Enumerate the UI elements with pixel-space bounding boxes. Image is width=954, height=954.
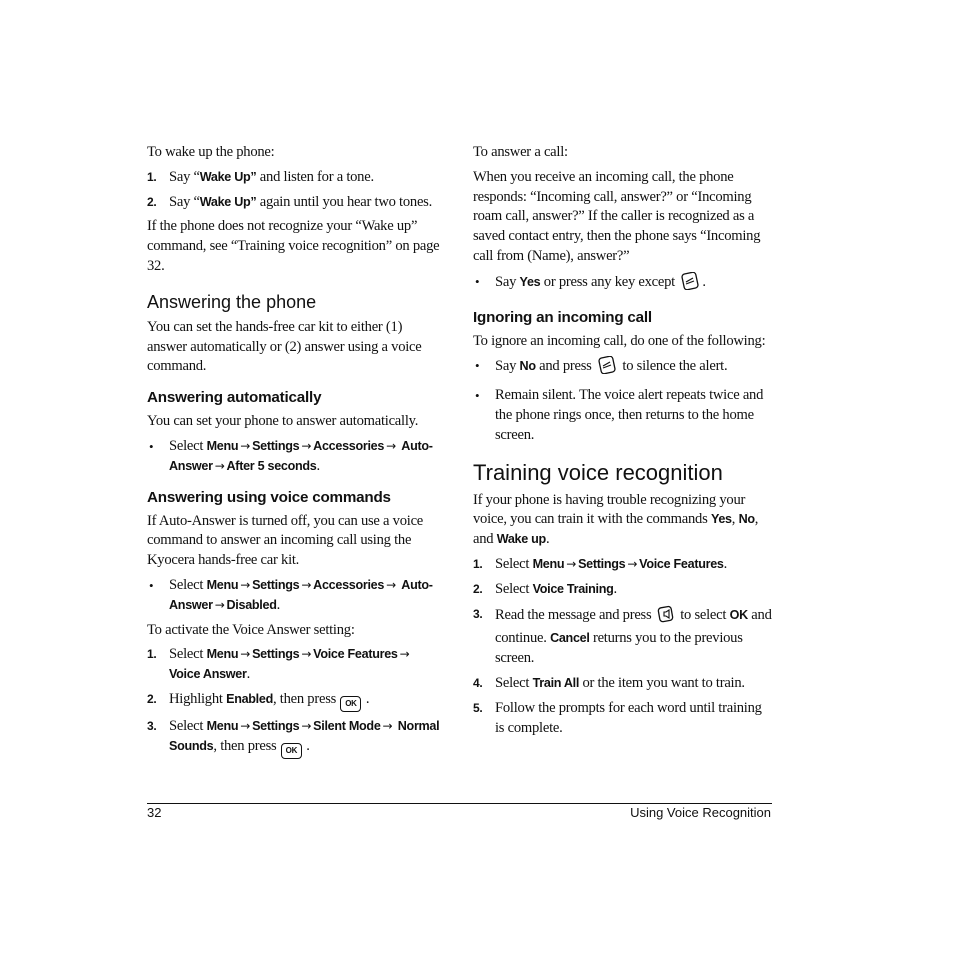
- right-column: [473, 143, 773, 743]
- training-step-4: 4. Select Train All or the item you want to train.: [473, 674, 745, 691]
- arrow-icon: →: [240, 647, 251, 662]
- activate-step-1: 1. Select Menu → Settings → Voice Features → Voice Answer.: [147, 646, 410, 683]
- activate-step-3: 3. Select Menu → Settings → Silent Mode → Normal Sounds, then press OK .: [147, 717, 445, 759]
- arrow-icon: →: [627, 556, 638, 571]
- wake-intro: To wake up the phone:: [147, 144, 275, 160]
- speaker-key-icon: [657, 605, 675, 630]
- wake-step-1: 1. Say “Wake Up” and listen for a tone.: [147, 168, 374, 185]
- arrow-icon: →: [214, 597, 225, 612]
- arrow-icon: →: [399, 647, 410, 662]
- training-step-3: 3. Read the message and press to select OK and continue. Cancel returns you to the previous screen.: [473, 606, 772, 667]
- footer-rule: [147, 803, 772, 804]
- arrow-icon: →: [382, 718, 393, 733]
- voice-bullet: • Select Menu → Settings → Accessories → Auto-Answer → Disabled.: [149, 576, 433, 613]
- training-text: If your phone is having trouble recognizing your voice, you can train it with the commands Yes, No, and Wake up.: [473, 491, 759, 548]
- end-key-icon: [680, 272, 700, 297]
- ignore-heading: Ignoring an incoming call: [473, 308, 652, 326]
- arrow-icon: →: [214, 458, 225, 473]
- auto-bullet: • Select Menu → Settings → Accessories → Auto-Answer → After 5 seconds.: [149, 437, 433, 474]
- answering-heading: Answering the phone: [147, 291, 317, 312]
- activate-intro: To activate the Voice Answer setting:: [147, 621, 355, 638]
- training-heading: Training voice recognition: [473, 459, 723, 485]
- ok-key-icon: OK: [281, 743, 302, 759]
- answer-bullet: • Say Yes or press any key except .: [473, 272, 773, 297]
- training-step-5: 5. Follow the prompts for each word until training is complete.: [473, 699, 762, 736]
- arrow-icon: →: [301, 577, 312, 592]
- ignore-text: To ignore an incoming call, do one of the following:: [473, 332, 766, 349]
- arrow-icon: →: [386, 577, 396, 592]
- arrow-icon: →: [240, 438, 251, 453]
- voice-heading: Answering using voice commands: [147, 488, 391, 506]
- ignore-bullet-2: • Remain silent. The voice alert repeats twice and the phone rings once, then returns to the home screen.: [475, 387, 764, 443]
- left-column: [147, 143, 445, 764]
- training-step-1: 1. Select Menu → Settings → Voice Features.: [473, 555, 728, 572]
- arrow-icon: →: [301, 647, 312, 662]
- arrow-icon: →: [301, 718, 312, 733]
- end-key-icon: [597, 356, 617, 381]
- arrow-icon: →: [301, 438, 312, 453]
- answering-text: You can set the hands-free car kit to either (1) answer automatically or (2) answer using a voice command.: [147, 318, 422, 375]
- wake-note: If the phone does not recognize your “Wake up” command, see “Training voice recognition” on page 32.: [147, 218, 440, 274]
- answer-text: When you receive an incoming call, the phone responds: “Incoming call, answer?” or “Incoming roam call, answer?” If the caller is recognized as a saved contact entry, then the phone says “Incoming call from (Name), answer?”: [473, 168, 761, 264]
- ignore-bullet-1: • Say No and press to silence the alert.: [473, 356, 773, 381]
- arrow-icon: →: [240, 718, 251, 733]
- training-step-2: 2. Select Voice Training.: [473, 580, 617, 597]
- arrow-icon: →: [386, 438, 396, 453]
- footer-title: Using Voice Recognition: [630, 805, 771, 820]
- auto-heading: Answering automatically: [147, 389, 322, 407]
- auto-text: You can set your phone to answer automatically.: [147, 413, 419, 430]
- ok-key-icon: OK: [340, 696, 361, 712]
- wake-step-2: 2. Say “Wake Up” again until you hear two tones.: [147, 193, 433, 210]
- activate-step-2: 2. Highlight Enabled, then press OK .: [147, 690, 445, 712]
- arrow-icon: →: [566, 556, 577, 571]
- arrow-icon: →: [240, 577, 251, 592]
- voice-text: If Auto-Answer is turned off, you can use a voice command to answer an incoming call using the Kyocera hands-free car kit.: [147, 512, 424, 569]
- answer-intro: To answer a call:: [473, 144, 568, 160]
- page-number: 32: [147, 805, 162, 820]
